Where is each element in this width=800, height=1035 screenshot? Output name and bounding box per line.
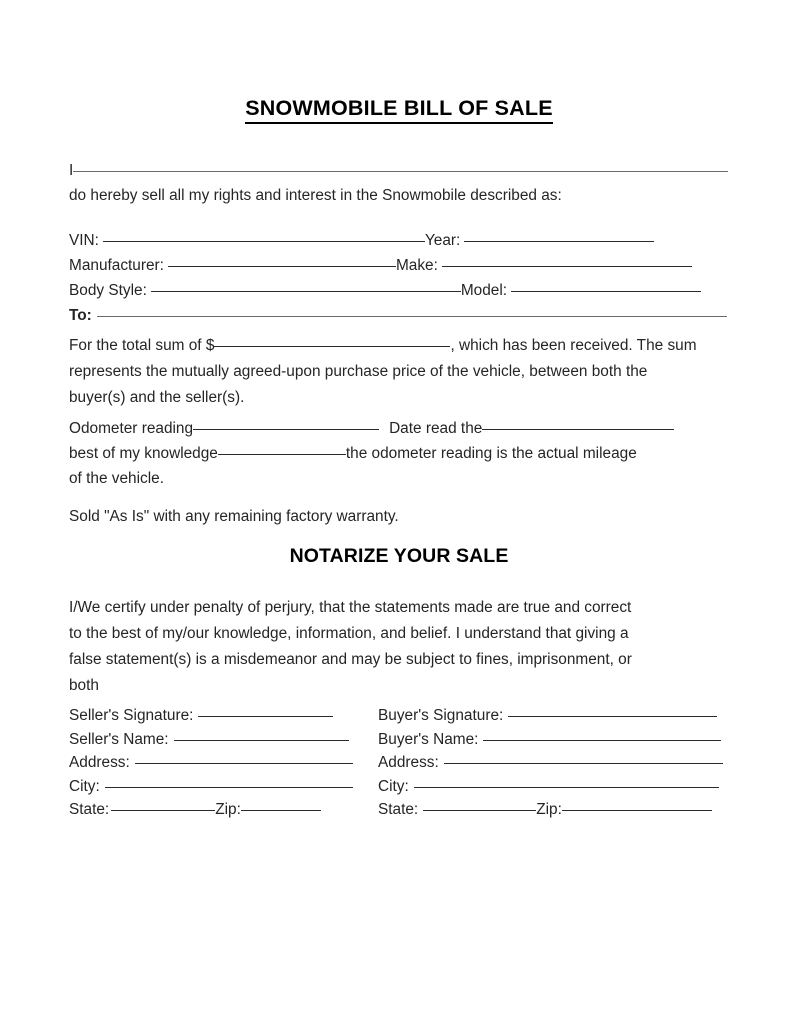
state-zip-row: [69, 801, 731, 825]
vin-blank[interactable]: [103, 241, 425, 242]
intro-statement: do hereby sell all my rights and interest in the Snowmobile described as:: [69, 187, 562, 204]
buyer-address-blank[interactable]: [444, 763, 723, 764]
buyer-name-label: Buyer's Name:: [378, 730, 479, 748]
seller-address-field: [69, 754, 369, 772]
seller-name-field: [69, 731, 369, 749]
certification-line-3: false statement(s) is a misdemeanor and may be subject to fines, imprisonment, or: [69, 651, 632, 668]
model-blank[interactable]: [511, 291, 701, 292]
buyer-name-blank[interactable]: [483, 740, 721, 741]
total-sum-line: [69, 333, 697, 359]
date-read-blank[interactable]: [482, 429, 674, 430]
signature-row: [69, 707, 731, 731]
seller-name-prefix-label: I: [69, 162, 74, 179]
buyer-signature-blank[interactable]: [508, 716, 717, 717]
seller-name-line: [69, 158, 728, 184]
seller-zip-label: Zip:: [215, 801, 241, 819]
address-row: [69, 754, 731, 778]
buyer-state-blank[interactable]: [423, 810, 536, 811]
buyer-city-field: [378, 778, 730, 796]
seller-city-blank[interactable]: [105, 787, 353, 788]
vin-year-row: [69, 228, 654, 254]
seller-name-label: Seller's Name:: [69, 730, 169, 748]
as-is-statement: Sold "As Is" with any remaining factory warranty.: [69, 508, 399, 525]
page-title: [69, 96, 729, 124]
seller-name-blank[interactable]: [73, 171, 728, 172]
buyer-zip-label: Zip:: [536, 801, 562, 819]
knowledge-label: best of my knowledge: [69, 445, 218, 462]
certification-line-4: both: [69, 677, 99, 694]
buyer-state-zip-field: [378, 801, 730, 819]
seller-signature-blank[interactable]: [198, 716, 333, 717]
buyer-signature-field: [378, 707, 730, 725]
vin-label: VIN:: [69, 232, 99, 249]
odometer-reading-blank[interactable]: [193, 429, 379, 430]
buyer-city-blank[interactable]: [414, 787, 719, 788]
section-heading-notarize: NOTARIZE YOUR SALE: [289, 545, 509, 567]
seller-state-zip-field: [69, 801, 369, 819]
to-blank[interactable]: [97, 316, 727, 317]
total-sum-suffix-label: , which has been received. The sum: [450, 337, 697, 354]
buyer-city-label: City:: [378, 777, 409, 795]
make-blank[interactable]: [442, 266, 692, 267]
seller-city-field: [69, 778, 369, 796]
knowledge-row: [69, 441, 637, 467]
odometer-reading-row: [69, 416, 674, 442]
seller-address-label: Address:: [69, 754, 130, 772]
buyer-address-label: Address:: [378, 754, 439, 772]
seller-state-label: State:: [69, 801, 110, 819]
total-sum-blank[interactable]: [214, 346, 450, 347]
manufacturer-blank[interactable]: [168, 266, 396, 267]
price-line-3: buyer(s) and the seller(s).: [69, 389, 245, 406]
buyer-signature-label: Buyer's Signature:: [378, 707, 504, 724]
year-blank[interactable]: [464, 241, 654, 242]
buyer-zip-blank[interactable]: [562, 810, 712, 811]
seller-signature-label: Seller's Signature:: [69, 707, 194, 724]
seller-name-blank-2[interactable]: [174, 740, 349, 741]
seller-signature-field: [69, 707, 369, 725]
price-line-2: represents the mutually agreed-upon purchase price of the vehicle, between both the: [69, 363, 648, 380]
buyer-name-field: [378, 731, 730, 749]
manufacturer-make-row: [69, 253, 692, 279]
model-label: Model:: [460, 282, 508, 299]
date-read-label: Date read the: [389, 420, 483, 437]
odometer-closing: of the vehicle.: [69, 470, 164, 487]
city-row: [69, 778, 731, 802]
seller-city-label: City:: [69, 777, 100, 795]
to-row: [69, 303, 727, 329]
buyer-state-label: State:: [378, 801, 419, 819]
odometer-reading-label: Odometer reading: [69, 420, 194, 437]
certification-line-1: I/We certify under penalty of perjury, that the statements made are true and correct: [69, 599, 632, 616]
make-label: Make:: [395, 257, 438, 274]
seller-zip-blank[interactable]: [241, 810, 321, 811]
body-style-blank[interactable]: [151, 291, 461, 292]
knowledge-blank[interactable]: [218, 454, 346, 455]
certification-line-2: to the best of my/our knowledge, information, and belief. I understand that giving a: [69, 625, 629, 642]
signature-block: [69, 707, 731, 825]
knowledge-suffix-label: the odometer reading is the actual mileage: [345, 445, 637, 462]
body-style-label: Body Style:: [69, 282, 147, 299]
buyer-address-field: [378, 754, 730, 772]
manufacturer-label: Manufacturer:: [69, 257, 164, 274]
name-row: [69, 731, 731, 755]
seller-state-blank[interactable]: [111, 810, 215, 811]
page-title-text: SNOWMOBILE BILL OF SALE: [245, 96, 553, 124]
seller-address-blank[interactable]: [135, 763, 353, 764]
total-sum-prefix-label: For the total sum of $: [69, 337, 215, 354]
to-label: To:: [69, 307, 92, 324]
body-style-model-row: [69, 278, 701, 304]
year-label: Year:: [424, 232, 461, 249]
